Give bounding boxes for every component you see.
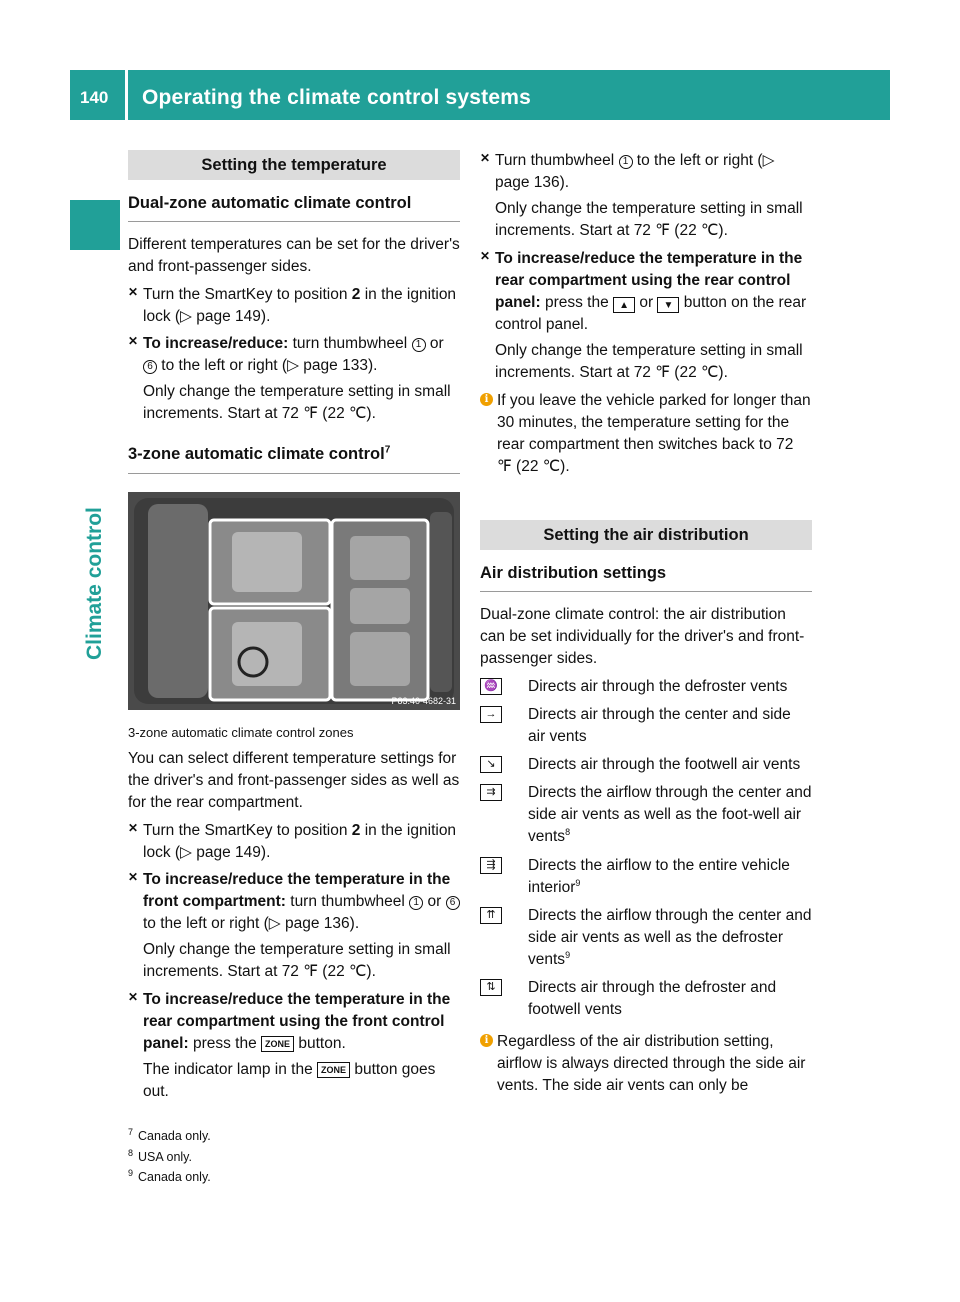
three-step1-text-c: in the ignition lock (▷ page 149). [143,822,457,862]
section-title-temperature: Setting the temperature [128,150,460,180]
thumbwheel-6-icon: 6 [143,360,157,374]
thumbwheel-1-icon: 1 [619,155,633,169]
footnote-text: Canada only. [138,1170,211,1185]
footnotes [128,1126,460,1188]
step-arrow-icon: ✕ [480,151,491,165]
chapter-tab-marker [70,200,120,250]
heading-three-zone-text: 3-zone automatic climate control [128,445,385,464]
air-item-entire [480,855,812,899]
right-step1-text-a: Turn thumbwheel [495,152,619,169]
info-note-side-vents [480,1031,812,1097]
dual-step1-position: 2 [351,286,361,304]
right-step2-note: Only change the temperature setting in small increments. Start at 72 ℉ (22 ℃). [495,342,803,381]
right-step2-text-b: or [635,294,658,311]
air-intro: Dual-zone climate control: the air distribution can be set individually for the driver's and front-passenger sides. [480,606,805,668]
step-arrow-icon: ✕ [128,334,139,349]
info-icon: i [480,393,493,406]
footnote-text: Canada only. [138,1129,211,1144]
air-item-text: Directs the airflow to the entire vehicle interior [528,856,790,896]
center-footwell-airflow-icon: ⇉ [480,784,502,801]
dual-step2-text-c: to the left or right (▷ page 133). [157,357,378,375]
footnote-ref-9: 9 [565,949,571,960]
dual-step1-text-a: Turn the SmartKey to position [143,286,352,304]
heading-dual-zone-text: Dual-zone automatic climate control [128,194,412,212]
air-item-text: Directs the airflow through the center and side air vents as well as the foot-well air vents [528,784,812,846]
three-step3-note-a: The indicator lamp in the [143,1061,318,1079]
three-zone-figure [128,492,460,710]
up-button-icon: ▲ [613,297,635,313]
dual-step-1 [128,284,460,328]
all-vents-airflow-icon: ⇶ [480,857,502,874]
page-header [70,70,890,120]
three-step2-text-c: to the left or right (▷ page 136). [143,915,360,933]
right-column [480,150,812,1103]
three-step-3 [128,989,460,1103]
footnote-number: 7 [128,1127,134,1137]
figure-code: P83.40-4682-31 [391,696,456,707]
air-item-center-defrost [480,905,812,971]
info-note-parking [480,390,812,478]
page-title: Operating the climate control systems [142,86,532,109]
three-step3-text-b: button. [294,1035,346,1053]
air-item-center-footwell [480,782,812,848]
chapter-tab-label: Climate control [83,507,106,660]
left-column [128,150,460,1109]
heading-air-distribution [480,562,812,592]
air-item-defrost-footwell [480,977,812,1021]
heading-dual-zone [128,192,460,222]
heading-three-zone [128,443,460,473]
thumbwheel-1-icon: 1 [412,338,426,352]
three-step2-text-b: or [423,893,446,911]
dual-intro: Different temperatures can be set for the driver's and front-passenger sides. [128,236,460,276]
zone-button-icon: ZONE [317,1062,350,1078]
three-step2-note: Only change the temperature setting in small increments. Start at 72 ℉ (22 ℃). [143,941,451,981]
right-step2-bold: To increase/reduce the temperature in the rear compartment using the rear control panel: [495,250,803,311]
footnote-8 [128,1147,460,1168]
info-icon: i [480,1034,493,1047]
header-divider [125,70,128,120]
footnote-ref-9: 9 [575,877,581,888]
footnote-7 [128,1126,460,1147]
air-item-defrost [480,676,812,698]
right-step2-text-a: press the [540,294,614,311]
right-step2-text-c: button on the rear control panel. [495,294,807,333]
footnote-text: USA only. [138,1149,192,1164]
air-item-text: Directs air through the defroster vents [528,678,788,696]
step-arrow-icon: ✕ [128,990,139,1005]
info-note-side-vents-text: Regardless of the air distribution setting, airflow is always directed through the side air vents. The side air vents can only be [497,1032,806,1094]
air-item-text: Directs air through the footwell air vents [528,756,801,774]
page-number: 140 [80,88,109,107]
three-step3-bold: To increase/reduce the temperature in the rear compartment using the front control panel: [143,991,451,1053]
dual-step-2 [128,333,460,425]
step-arrow-icon: ✕ [128,821,139,836]
footnote-number: 9 [128,1168,134,1179]
info-note-parking-text: If you leave the vehicle parked for longer than 30 minutes, the temperature setting for the rear compartment then switches back to 72 ℉ (22 ℃). [497,392,811,475]
air-item-footwell [480,754,812,776]
defrost-footwell-airflow-icon: ⇅ [480,979,502,996]
footnote-ref-8: 8 [565,827,571,838]
right-step1-text-b: to the left or right (▷ page 136). [495,152,775,191]
thumbwheel-1-icon: 1 [409,896,423,910]
air-item-center-side [480,704,812,748]
footnote-number: 8 [128,1147,134,1158]
footwell-airflow-icon: ↘ [480,756,502,773]
down-button-icon: ▼ [657,297,679,313]
air-item-text: Directs the airflow through the center and side air vents as well as the defroster vents [528,906,812,968]
dual-step2-note: Only change the temperature setting in small increments. Start at 72 ℉ (22 ℃). [143,383,451,423]
three-step3-note-b: button goes out. [143,1061,436,1101]
chapter-tab [70,200,120,660]
three-step-2 [128,869,460,983]
three-step2-bold: To increase/reduce the temperature in the front compartment: [143,871,451,911]
three-intro: You can select different temperature settings for the driver's and front-passenger sides as well as for the rear compartment. [128,750,460,812]
footnote-ref-7: 7 [384,444,391,456]
section-title-air-distribution: Setting the air distribution [480,520,812,550]
three-step1-position: 2 [351,822,361,840]
dual-step1-text-c: in the ignition lock (▷ page 149). [143,286,457,326]
figure-caption: 3-zone automatic climate control zones [128,724,354,740]
dual-step2-text-a: turn thumbwheel [288,335,412,353]
footnote-9 [128,1167,460,1188]
air-item-text: Directs air through the center and side air vents [528,706,791,746]
three-step2-text-a: turn thumbwheel [285,893,410,911]
air-item-text: Directs air through the defroster and footwell vents [528,978,777,1018]
zone-button-icon: ZONE [261,1036,294,1052]
car-interior-illustration [128,492,460,710]
step-arrow-icon: ✕ [480,249,491,263]
heading-air-distribution-text: Air distribution settings [480,564,667,582]
three-step3-note [143,1059,460,1103]
right-step1-note: Only change the temperature setting in small increments. Start at 72 ℉ (22 ℃). [495,200,803,239]
right-step-1 [480,150,812,242]
dual-step2-text-b: or [425,335,444,353]
three-step-1 [128,820,460,864]
three-step3-text-a: press the [188,1035,262,1053]
defrost-airflow-icon: ♒ [480,678,502,695]
right-step-2 [480,248,812,384]
three-step1-text-a: Turn the SmartKey to position [143,822,352,840]
dual-step2-bold: To increase/reduce: [143,335,289,353]
center-defrost-airflow-icon: ⇈ [480,907,502,924]
thumbwheel-6-icon: 6 [446,896,460,910]
center-vents-airflow-icon: → [480,706,502,723]
step-arrow-icon: ✕ [128,285,139,300]
step-arrow-icon: ✕ [128,870,139,885]
